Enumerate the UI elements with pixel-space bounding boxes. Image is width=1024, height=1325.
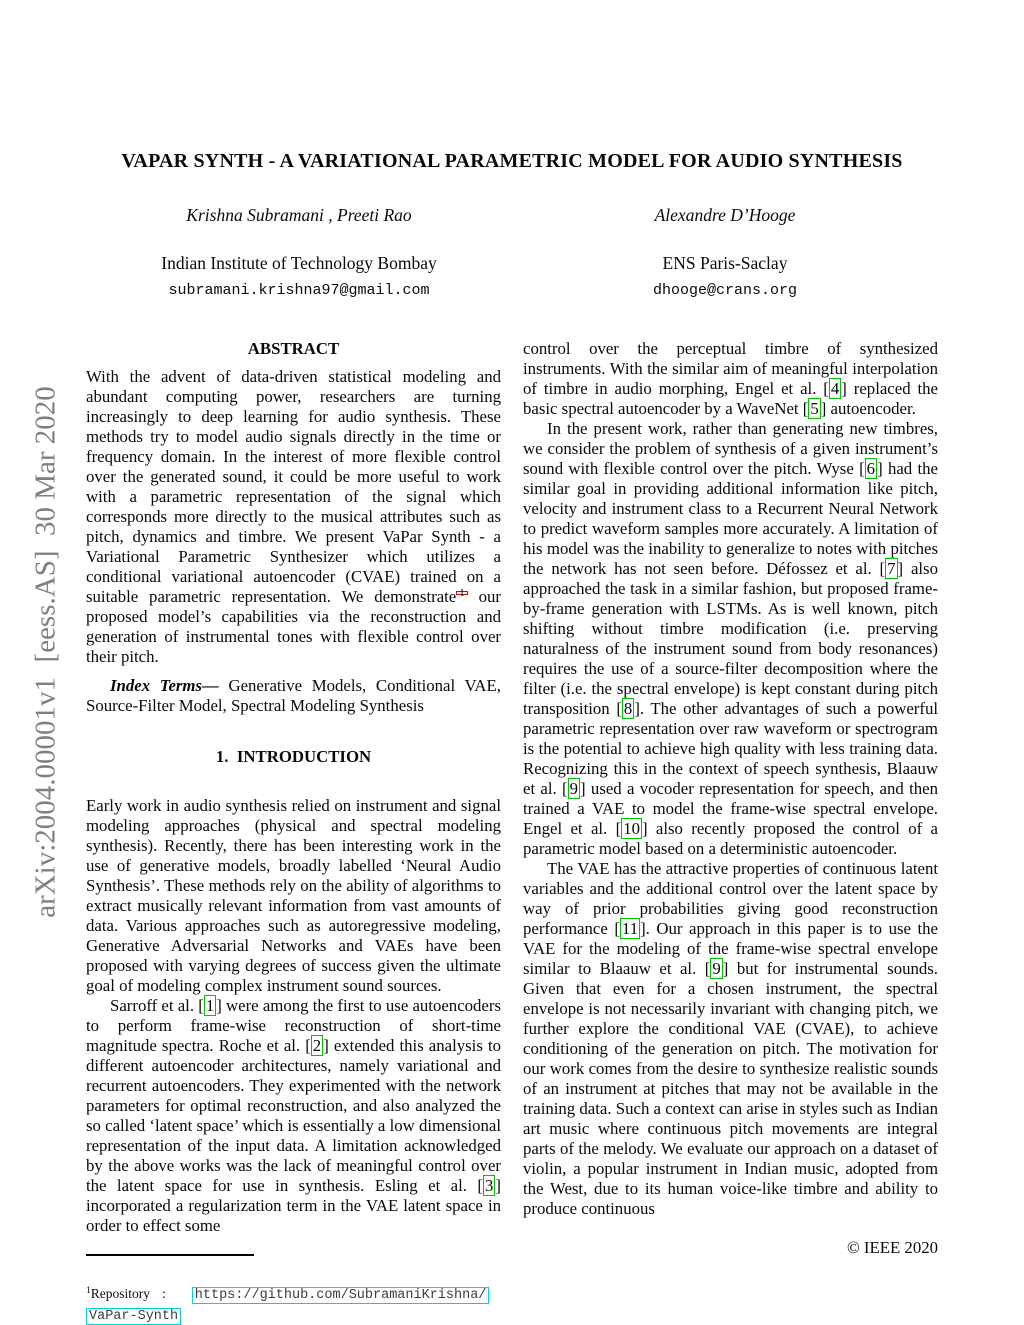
body-paragraph: In the present work, rather than generating new timbres, we consider the problem of synthesis of a given instrument’s sound with flexible control over the pitch. Wyse [ 6 ] had the similar goal in providing additional information like pitch, velocity and instrument class to a Recurrent Neural Network to predict waveform samples more accurately. A limitation of his model was the inability to generalize to notes with pitches the network has not seen before. Défossez et al. [ 7 ] also approached the task in a similar fashion, but proposed frame-by-frame generation with LSTMs. As is well known, pitch shifting without timbre modification (i.e. preserving naturalness of the instrument sound from body resonances) requires the use of a source-filter decomposition where the filter (i.e. the spectral envelope) is kept constant during pitch transposition [ 8 ]. The other advantages of such a powerful parametric representation over raw waveform or spectrogram is the potential to achieve high quality with less training data. Recognizing this in the context of speech synthesis, Blaauw et al. [ 9 ] used a vocoder representation for speech, and then trained a VAE to model the frame-wise spectral envelope. Engel et al. [ 10 ] also recently proposed the control of a parametric model based on a deterministic autoencoder. <box>523 419 939 858</box>
paper-title: VAPAR SYNTH - A VARIATIONAL PARAMETRIC MODEL FOR AUDIO SYNTHESIS <box>121 150 903 172</box>
author-names: Alexandre D’Hooge <box>654 205 796 225</box>
citation-ref[interactable]: 8 <box>623 699 633 718</box>
citation-ref[interactable]: 9 <box>569 779 579 798</box>
body-paragraph: control over the perceptual timbre of synthesized instruments. With the similar aim of meaningful interpolation of timbre in audio morphing, Engel et al. [ 4 ] replaced the basic spectral autoencoder by a WaveNet [ 5 ] autoencoder. <box>523 339 938 418</box>
author-affiliation: Indian Institute of Technology Bombay <box>161 253 437 273</box>
footnote-rule <box>86 1254 254 1256</box>
citation-ref[interactable]: 4 <box>830 379 840 398</box>
intro-paragraph: Early work in audio synthesis relied on instrument and signal modeling approaches (physical and spectral modeling synthesis). Recently, there has been interesting work in the use of generative models, broadly labelled ‘Neural Audio Synthesis’. These methods rely on the ability of algorithms to extract musically relevant information from vast amounts of data. Various approaches such as autoregressive modeling, Generative Adversarial Networks and VAEs have been proposed with varying degrees of success given the ultimate goal of modeling complex instrument sound sources. <box>86 796 501 995</box>
index-terms-text: Generative Models, Conditional VAE, Source-Filter Model, Spectral Modeling Synthesis <box>86 676 501 715</box>
citation-ref[interactable]: 5 <box>810 399 819 418</box>
right-column <box>523 339 938 1325</box>
author-names: Krishna Subramani , Preeti Rao <box>186 205 412 225</box>
footnote-ref[interactable]: 1 <box>456 591 468 595</box>
intro-paragraph: Sarroff et al. [ 1 ] were among the first to use autoencoders to perform frame-wise reconstruction of short-time magnitude spectra. Roche et al. [ 2 ] extended this analysis to different autoencoder architectures, namely variational and recurrent autoencoders. They experimented with the network parameters for optimal reconstruction, and also analyzed the so called ‘latent space’ which is essentially a low dimensional representation of the input data. A limitation acknowledged by the above works was the lack of meaningful control over the latent space for use in synthesis. Esling et al. [ 3 ] incorporated a regularization term in the VAE latent space in order to effect some <box>86 996 501 1235</box>
left-column <box>86 339 501 1325</box>
arxiv-watermark: arXiv:2004.00001v1 [eess.AS] 30 Mar 2020 <box>29 386 62 918</box>
citation-ref[interactable]: 11 <box>621 919 639 938</box>
authors-row <box>86 205 938 299</box>
author-affiliation: ENS Paris-Saclay <box>662 253 788 273</box>
two-column-body <box>86 339 938 1325</box>
index-terms-label: Index Terms— <box>110 676 219 695</box>
citation-ref[interactable]: 6 <box>866 459 876 478</box>
footnote <box>86 1254 501 1325</box>
author-block-left <box>86 205 512 299</box>
footnote-label: Repository <box>90 1286 150 1301</box>
citation-ref[interactable]: 7 <box>887 559 896 578</box>
footnote-marker: 1 <box>86 1286 91 1296</box>
repository-link-line1[interactable]: https://github.com/SubramaniKrishna/ <box>192 1287 490 1304</box>
citation-ref[interactable]: 9 <box>712 959 721 978</box>
author-block-right <box>512 205 938 299</box>
index-terms <box>86 676 501 716</box>
author-email: dhooge@crans.org <box>652 282 798 299</box>
abstract-heading: ABSTRACT <box>247 339 340 358</box>
citation-ref[interactable]: 10 <box>623 819 640 838</box>
footnote-separator: : <box>162 1286 166 1301</box>
citation-ref[interactable]: 2 <box>312 1036 322 1055</box>
repository-link-line2[interactable]: VaPar-Synth <box>86 1308 181 1325</box>
abstract-text: With the advent of data-driven statistical modeling and abundant computing power, researchers are turning increasingly to deep learning for audio synthesis. These methods try to model audio signals directly in the time or frequency domain. In the interest of more flexible control over the generated sound, it could be more useful to work with a parametric representation of the signal which corresponds more directly to the musical attributes such as pitch, dynamics and timbre. We present VaPar Synth - a Variational Parametric Synthesizer which utilizes a conditional variational autoencoder (CVAE) trained on a suitable parametric representation. We demonstrate 1 our proposed model’s capabilities via the reconstruction and generation of instrumental tones with flexible control over their pitch. <box>86 367 501 666</box>
citation-ref[interactable]: 3 <box>485 1176 494 1195</box>
author-email: subramani.krishna97@gmail.com <box>168 282 430 299</box>
copyright-notice: © IEEE 2020 <box>846 1238 938 1257</box>
citation-ref[interactable]: 1 <box>205 996 215 1015</box>
introduction-heading: 1. INTRODUCTION <box>215 747 372 766</box>
body-paragraph: The VAE has the attractive properties of continuous latent variables and the additional control over the latent space by way of prior probabilities giving good reconstruction performance [ 11 ]. Our approach in this paper is to use the VAE for the modeling of the frame-wise spectral envelope similar to Blaauw et al. [ 9 ] but for instrumental sounds. Given that even for a chosen instrument, the spectral envelope is not necessarily invariant with changing pitch, we further explore the conditional VAE (CVAE), to achieve conditioning of the generation on pitch. The motivation for our work comes from the desire to synthesize realistic sounds of an instrument at pitches that may not be available in the training data. Such a context can arise in styles such as Indian art music where continuous pitch movements are integral parts of the melody. We evaluate our approach on a dataset of violin, a popular instrument in Indian music, adopted from the West, due to its human voice-like timbre and ability to produce continuous <box>523 859 938 1218</box>
